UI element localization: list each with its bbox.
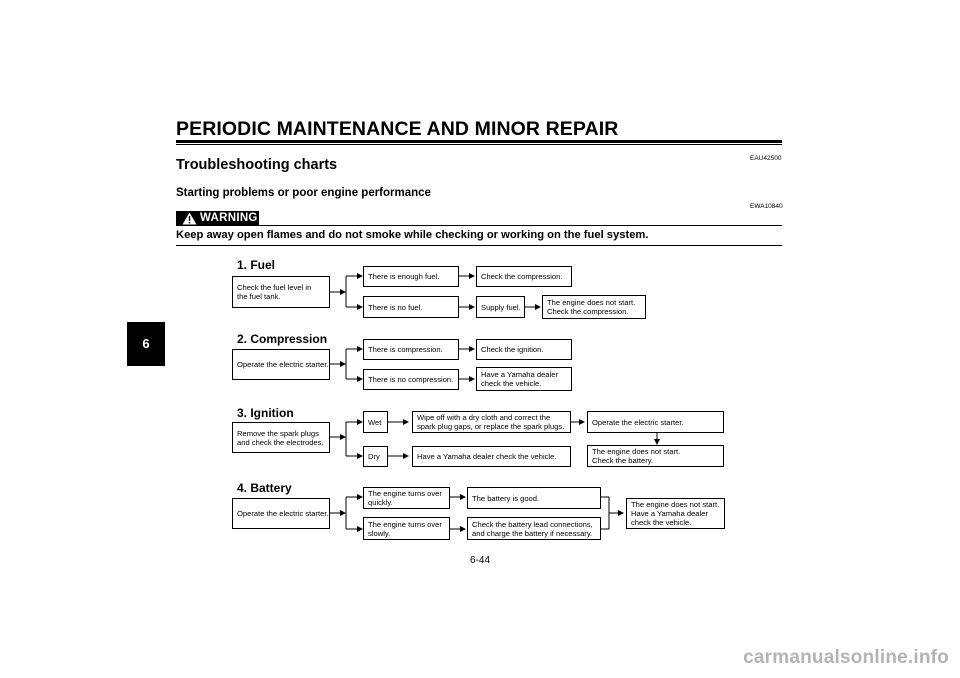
ignition-dealer-box: Have a Yamaha dealer check the vehicle. xyxy=(412,446,571,467)
section-title: Troubleshooting charts xyxy=(176,157,338,173)
compression-start-box: Operate the electric starter. xyxy=(232,349,330,380)
ignition-starter-box: Operate the electric starter. xyxy=(587,411,724,433)
ignition-chart-title: 3. Ignition xyxy=(237,406,294,420)
warning-label: WARNING xyxy=(200,212,258,224)
fuel-none-box: There is no fuel. xyxy=(363,296,459,318)
ignition-dry-box: Dry xyxy=(363,446,388,467)
fuel-enough-box: There is enough fuel. xyxy=(363,266,459,287)
ignition-check-battery-box: The engine does not start. Check the battery. xyxy=(587,445,724,467)
chapter-title: PERIODIC MAINTENANCE AND MINOR REPAIR xyxy=(176,118,619,140)
ignition-wipe-box: Wipe off with a dry cloth and correct the spark plug gaps, or replace the spark plugs. xyxy=(412,411,571,433)
compression-absent-box: There is no compression. xyxy=(363,369,459,390)
warning-code: EWA10840 xyxy=(750,203,783,210)
page-number: 6-44 xyxy=(469,555,490,566)
compression-chart-title: 2. Compression xyxy=(237,332,328,346)
fuel-start-box: Check the fuel level in the fuel tank. xyxy=(232,276,330,308)
ignition-start-box: Remove the spark plugs and check the electrodes. xyxy=(232,422,330,453)
battery-slow-box: The engine turns over slowly. xyxy=(363,517,450,540)
ignition-wet-box: Wet xyxy=(363,411,388,433)
compression-check-ignition-box: Check the ignition. xyxy=(476,339,572,360)
fuel-chart-title: 1. Fuel xyxy=(237,258,276,272)
battery-dealer-box: The engine does not start. Have a Yamaha dealer check the vehicle. xyxy=(626,498,725,529)
fuel-no-start-box: The engine does not start. Check the compression. xyxy=(542,295,646,319)
watermark: carmanualsonline.info xyxy=(743,647,949,668)
battery-good-box: The battery is good. xyxy=(467,487,601,509)
sub-title: Starting problems or poor engine performance xyxy=(176,187,431,199)
warning-text: Keep away open flames and do not smoke while checking or working on the fuel system. xyxy=(176,229,649,241)
fuel-supply-box: Supply fuel. xyxy=(476,296,525,318)
compression-dealer-box: Have a Yamaha dealer check the vehicle. xyxy=(476,367,572,391)
battery-charge-box: Check the battery lead connections, and charge the battery if necessary. xyxy=(467,517,601,540)
battery-start-box: Operate the electric starter. xyxy=(232,498,330,529)
section-code: EAU42500 xyxy=(750,155,782,162)
chapter-tab: 6 xyxy=(127,322,165,366)
compression-present-box: There is compression. xyxy=(363,339,459,360)
battery-chart-title: 4. Battery xyxy=(237,481,292,495)
fuel-check-compression-box: Check the compression. xyxy=(476,266,572,287)
battery-quick-box: The engine turns over quickly. xyxy=(363,487,450,509)
